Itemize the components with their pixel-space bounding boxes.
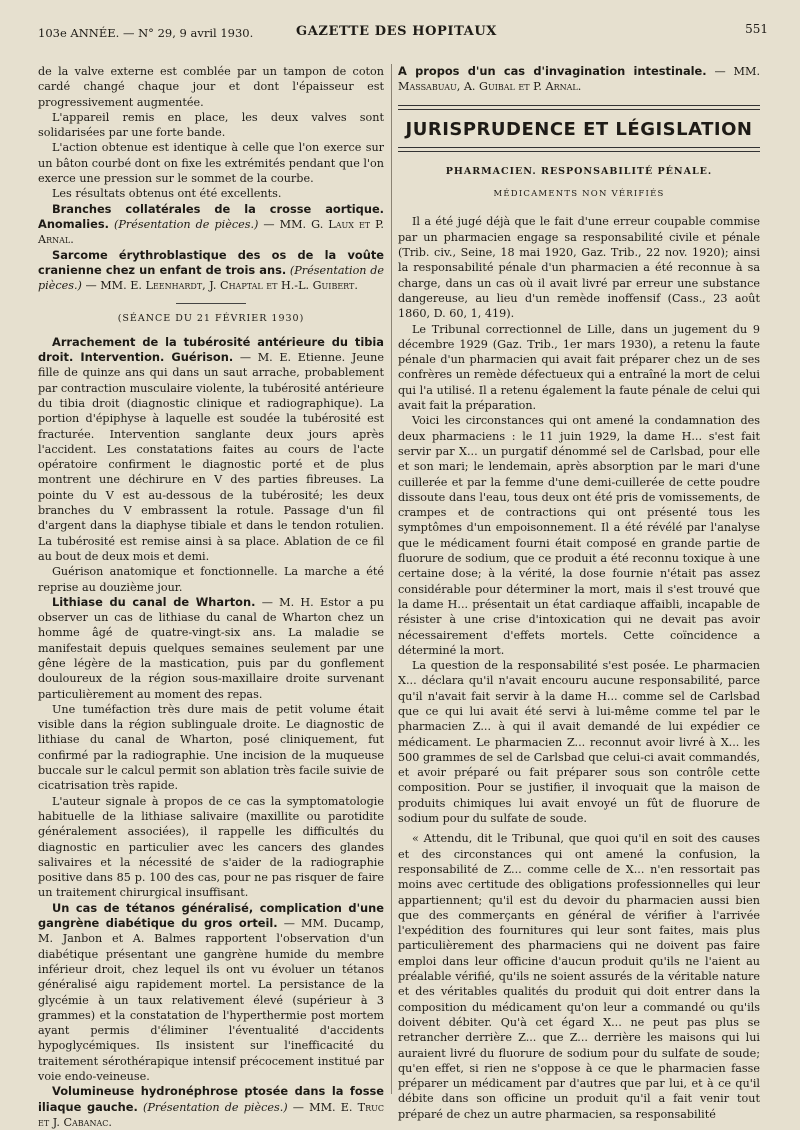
article-title: Volumineuse hydronéphrose ptosée dans la fosse iliaque gauche. — [38, 1084, 384, 1114]
page-number: 551 — [745, 22, 768, 36]
presentation-note: (Présentation de pièces.) — [143, 1100, 288, 1114]
article-body: — M. E. Etienne. Jeune fille de quinze ans qui dans un saut arrache, probablement par contraction musculaire violente, la tubérosité antérieure du tibia droit (diagnostic clinique et radiographique). La portion d'épiphyse à laquelle est soudée la tubérosité est fracturée. Intervention sanglante deux jours après l'accident. Les constatations faites au cours de l'acte opératoire confirment le diagnostic porté et de plus montrent une déchirure en V des parties fibreuses. La pointe du V est au-dessous de la tubérosité; les deux branches du V embrassent la rotule. Passage d'un fil d'argent dans la diaphyse tibiale et dans le tendon rotulien. La tubérosité est remise ainsi à sa place. Ablation de ce fil au bout de deux mois et demi. — [38, 351, 384, 563]
paragraph: Voici les circonstances qui ont amené la condamnation des deux pharmaciens : le 11 juin 1929, la dame H... s'est fait servir par X... un purgatif dénommé sel de Carlsbad, pour elle et son mari; le lendemain, après absorption par le mari d'une cuillerée et par la femme d'une demi-cuillerée de cette poudre dissoute dans l'eau, tous deux ont été pris de vomissements, de crampes et de contractions qui ont présenté tous les symptômes d'un empoisonnement. Il a été révélé par l'analyse que le médicament fourni était composé en grande partie de fluorure de sodium, que ce produit a été reconnu toxique à une certaine dose; à la vérité, la dose fournie n'était pas assez considérable pour déterminer la mort, mais il s'est trouvé que la dame H... présentait un état cardiaque affaibli, incapable de résister à une crise d'intoxication qui ne devait pas avoir nécessairement d'effets mortels. Cette coïncidence a déterminé la mort. — [398, 414, 760, 657]
issue-info: 103e ANNÉE. — N° 29, 9 avril 1930. — [38, 26, 254, 40]
page-header — [38, 22, 768, 44]
article-title: A propos d'un cas d'invagination intestinale. — [398, 64, 707, 78]
paragraph: La question de la responsabilité s'est posée. Le pharmacien X... déclara qu'il n'avait encouru aucune responsabilité, parce qu'il n'avait fait servir à la dame H... comme sel de Carlsbad que ce qui lui avait été servi à lui-même comme tel par le pharmacien Z... à qui il avait demandé de lui expédier ce médicament. Le pharmacien Z... reconnut avoir livré à X... les 500 grammes de sel de Carlsbad que celui-ci avait commandés, et avoir préparé ou fait préparer sous son contrôle cette composition. Pour se justifier, il invoquait que la maison de produits chimiques lui avait envoyé un fût de fluorure de sodium pour du sulfate de soude. — [398, 659, 760, 826]
paragraph: « Attendu, dit le Tribunal, que quoi qu'il en soit des causes et des circonstances qui ont amené la confusion, la responsabilité de Z... comme celle de X... n'en ressortait pas moins avec certitude des obligations professionnelles qui leur appartiennent; qu'il est du devoir du pharmacien aussi bien que des commerçants en général de vérifier à l'arrivée l'expédition des fournitures qui leur sont faites, mais plus particulièrement des pharmaciens qui ne doivent pas faire emploi dans leur officine d'aucun produit qu'ils ne l'aient au préalable vérifié, qu'ils ne soient assurés de la véritable nature et des véritables qualités du produit qui doit entrer dans la composition du médicament qu'on leur a commandé ou qu'ils doivent débiter. Qu'à cet égard X... ne peut pas plus se retrancher derrière Z... que Z... derrière les maisons qui lui auraient livré du fluorure de sodium pour du sulfate de soude; qu'en effet, si rien ne s'oppose à ce que le pharmacien fasse préparer un médicament par d'autres que par lui, et à ce qu'il débite dans son officine un produit qu'il a fait venir tout préparé de chez un autre pharmacien, sa responsabilité — [398, 832, 760, 1121]
article-title: Branches collatérales de la crosse aortique. Anomalies. — [38, 201, 384, 231]
session-date: (SÉANCE DU 21 FÉVRIER 1930) — [117, 313, 305, 325]
paragraph: L'appareil remis en place, les deux valves sont solidarisées par une forte bande. — [38, 110, 384, 140]
article-body: — MM. Ducamp, M. Janbon et A. Balmes rapportent l'observation d'un diabétique présentant une gangrène humide du membre inférieur droit, chez lequel ils ont vu évoluer un tétanos généralisé aigu rapidement mortel. La persistance de la glycémie à un taux relativement élevé (supérieur à 3 grammes) et la constatation de l'hyperthermie post mortem ayant permis d'éliminer l'éventualité d'accidents hypoglycémiques. Ils insistent sur l'inefficacité du traitement sérothérapique intensif précocement institué par voie endo-veineuse. — [38, 917, 385, 1083]
paragraph: de la valve externe est comblée par un tampon de coton cardé changé chaque jour et dont l'épaisseur est progressivement augmentée. — [38, 65, 384, 109]
article-tetanos — [38, 901, 384, 1085]
article-sarcome — [38, 248, 384, 294]
authors: — MM. E. Truc et J. Cabanac. — [38, 1100, 385, 1129]
paragraph: L'action obtenue est identique à celle que l'on exerce sur un bâton courbé dont on fixe les extrémités pendant que l'on exerce une pression sur le sommet de la courbe. — [38, 141, 384, 186]
article-lithiase — [38, 595, 384, 702]
article-title: Sarcome érythroblastique des os de la voûte cranienne chez un enfant de trois ans. — [38, 247, 384, 277]
article-title: Lithiase du canal de Wharton. — [52, 594, 256, 609]
article-invagination — [398, 64, 760, 95]
article-title: Arrachement de la tubérosité antérieure du tibia droit. Intervention. Guérison. — [38, 334, 384, 365]
authors: — MM. E. Leenhardt, J. Chaptal et H.-L. Guibert. — [85, 279, 358, 293]
section-rule — [398, 147, 760, 152]
presentation-note: (Présentation de pièces.) — [114, 217, 259, 231]
journal-title: GAZETTE DES HOPITAUX — [296, 24, 497, 39]
section-rule — [398, 105, 760, 110]
right-column — [398, 64, 760, 1122]
subheading: PHARMACIEN. RESPONSABILITÉ PÉNALE. — [445, 165, 713, 177]
presentation-note: (Présentation de pièces.) — [38, 263, 384, 293]
authors: — MM. G. Laux et P. Arnal. — [38, 217, 384, 247]
divider — [176, 303, 246, 304]
paragraph: Le Tribunal correctionnel de Lille, dans un jugement du 9 décembre 1929 (Gaz. Trib., 1er mars 1930), a retenu la faute pénale d'un pharmacien qui avait fait préparer chez un de ses confrères un remède défectueux qui a entraîné la mort de celui qui l'a utilisé. Il a retenu également la faute pénale de celui qui avait fait la préparation. — [398, 322, 760, 413]
paragraph: Les résultats obtenus ont été excellents. — [52, 187, 282, 201]
article-title: Un cas de tétanos généralisé, complication d'une gangrène diabétique du gros orteil. — [38, 900, 384, 931]
article-arrachement — [38, 335, 384, 564]
paragraph: L'auteur signale à propos de ce cas la symptomatologie habituelle de la lithiase salivaire (maxillite ou parotidite généralement associées), il rappelle les difficultés du diagnostic en particulier avec les cancers des glandes salivaires et la nécessité de s'aider de la radiographie positive dans 85 p. 100 des cas, pour ne pas risquer de faire un traitement chirurgical insuffisant. — [38, 794, 384, 900]
paragraph: Guérison anatomique et fonctionnelle. La marche a été reprise au douzième jour. — [38, 565, 384, 594]
column-divider — [391, 64, 392, 1094]
article-body: — M. H. Estor a pu observer un cas de lithiase du canal de Wharton chez un homme âgé de quatre-vingt-six ans. La maladie se manifestait depuis quelques semaines seulement par une gêne légère de la mastication, puis par du gonflement douloureux de la région sous-maxillaire droite survenant particulièrement au moment des repas. — [38, 595, 385, 701]
paragraph: Il a été jugé déjà que le fait d'une erreur coupable commise par un pharmacien engage sa responsabilité civile et pénale (Trib. civ., Seine, 18 mai 1920, Gaz. Trib., 22 nov. 1920); ainsi la responsabilité pénale d'un pharmacien a été reconnue à sa charge, dans un cas où il avait livré par erreur une substance dangereuse, au lieu d'un remède inoffensif (Cass., 23 août 1860, D. 60, 1, 419). — [398, 215, 760, 321]
authors: — MM. Massabuau, A. Guibal et P. Arnal. — [398, 65, 761, 94]
paragraph: Une tuméfaction très dure mais de petit volume était visible dans la région sublinguale droite. Le diagnostic de lithiase du canal de Wharton, posé cliniquement, fut confirmé par la radiographie. Une incision de la muqueuse buccale sur le calcul permit son ablation très facile suivie de cicatrisation très rapide. — [38, 702, 384, 793]
section-heading: JURISPRUDENCE ET LÉGISLATION — [405, 118, 753, 140]
left-column — [38, 64, 384, 1130]
subheading-secondary: MÉDICAMENTS NON VÉRIFIÉS — [493, 189, 665, 200]
article-branches — [38, 202, 384, 248]
article-hydronephrose — [38, 1084, 384, 1130]
